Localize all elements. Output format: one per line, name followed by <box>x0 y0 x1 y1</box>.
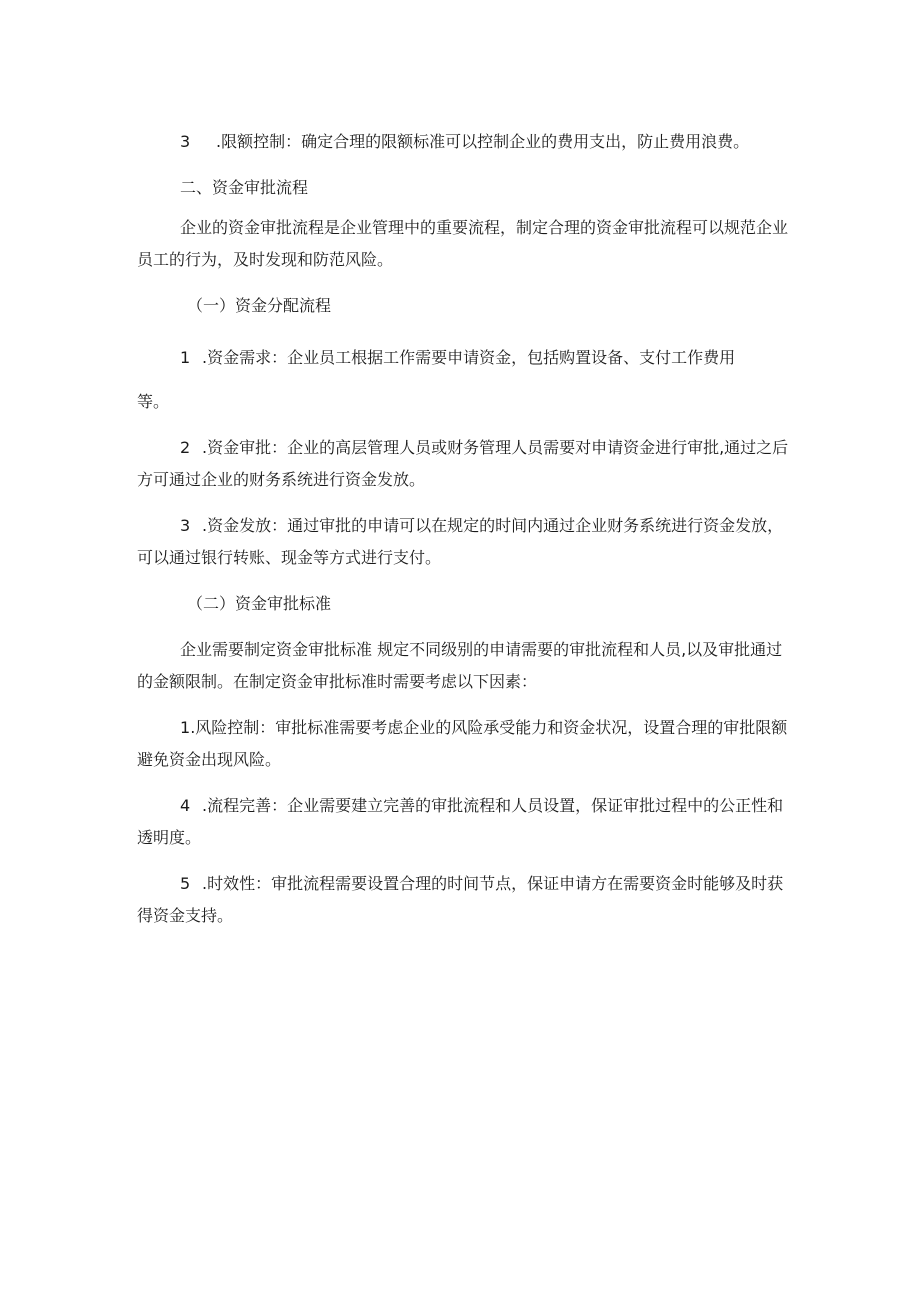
allocation-item <box>137 510 792 574</box>
section-title: 二、资金审批流程 <box>180 178 309 197</box>
item-number: 2 <box>180 438 191 457</box>
item-number: 3 <box>180 516 191 535</box>
item-text: .限额控制：确定合理的限额标准可以控制企业的费用支出，防止费用浪费。 <box>216 132 750 151</box>
item-text-tail: 等。 <box>137 392 170 411</box>
item-limit-control <box>137 126 792 158</box>
subsection-title-standards: （二）资金审批标准 <box>187 594 332 613</box>
item-text: .资金发放：通过审批的申请可以在规定的时间内通过企业财务系统进行资金发放，可以通过银行转账、现金等方式进行支付。 <box>137 516 784 567</box>
item-text: .时效性：审批流程需要设置合理的时间节点，保证申请方在需要资金时能够及时获得资金支持。 <box>137 874 784 925</box>
allocation-item <box>137 342 792 418</box>
item-number: 1 <box>180 348 191 367</box>
item-number: 5 <box>180 874 191 893</box>
item-number: 1 <box>180 718 191 737</box>
item-number: 4 <box>180 796 191 815</box>
standard-item <box>137 712 792 776</box>
item-text: .流程完善：企业需要建立完善的审批流程和人员设置，保证审批过程中的公正性和透明度。 <box>137 796 784 847</box>
allocation-item <box>137 432 792 496</box>
subsection-intro: 企业需要制定资金审批标准 规定不同级别的申请需要的审批流程和人员,以及审批通过的金额限制。在制定资金审批标准时需要考虑以下因素： <box>137 640 783 691</box>
standard-item <box>137 790 792 854</box>
item-line <box>137 342 792 374</box>
item-text: .资金审批：企业的高层管理人员或财务管理人员需要对申请资金进行审批,通过之后方可通过企业的财务系统进行资金发放。 <box>137 438 789 489</box>
item-text: .资金需求：企业员工根据工作需要申请资金，包括购置设备、支付工作费用 <box>202 348 736 367</box>
document-body <box>137 126 792 932</box>
item-number: 3 <box>180 132 191 151</box>
item-text: .风险控制：审批标准需要考虑企业的风险承受能力和资金状况，设置合理的审批限额避免资金出现风险。 <box>137 718 788 769</box>
subsection-title-allocation: （一）资金分配流程 <box>187 296 332 315</box>
standard-item <box>137 868 792 932</box>
section-intro: 企业的资金审批流程是企业管理中的重要流程，制定合理的资金审批流程可以规范企业员工的行为，及时发现和防范风险。 <box>137 218 789 269</box>
